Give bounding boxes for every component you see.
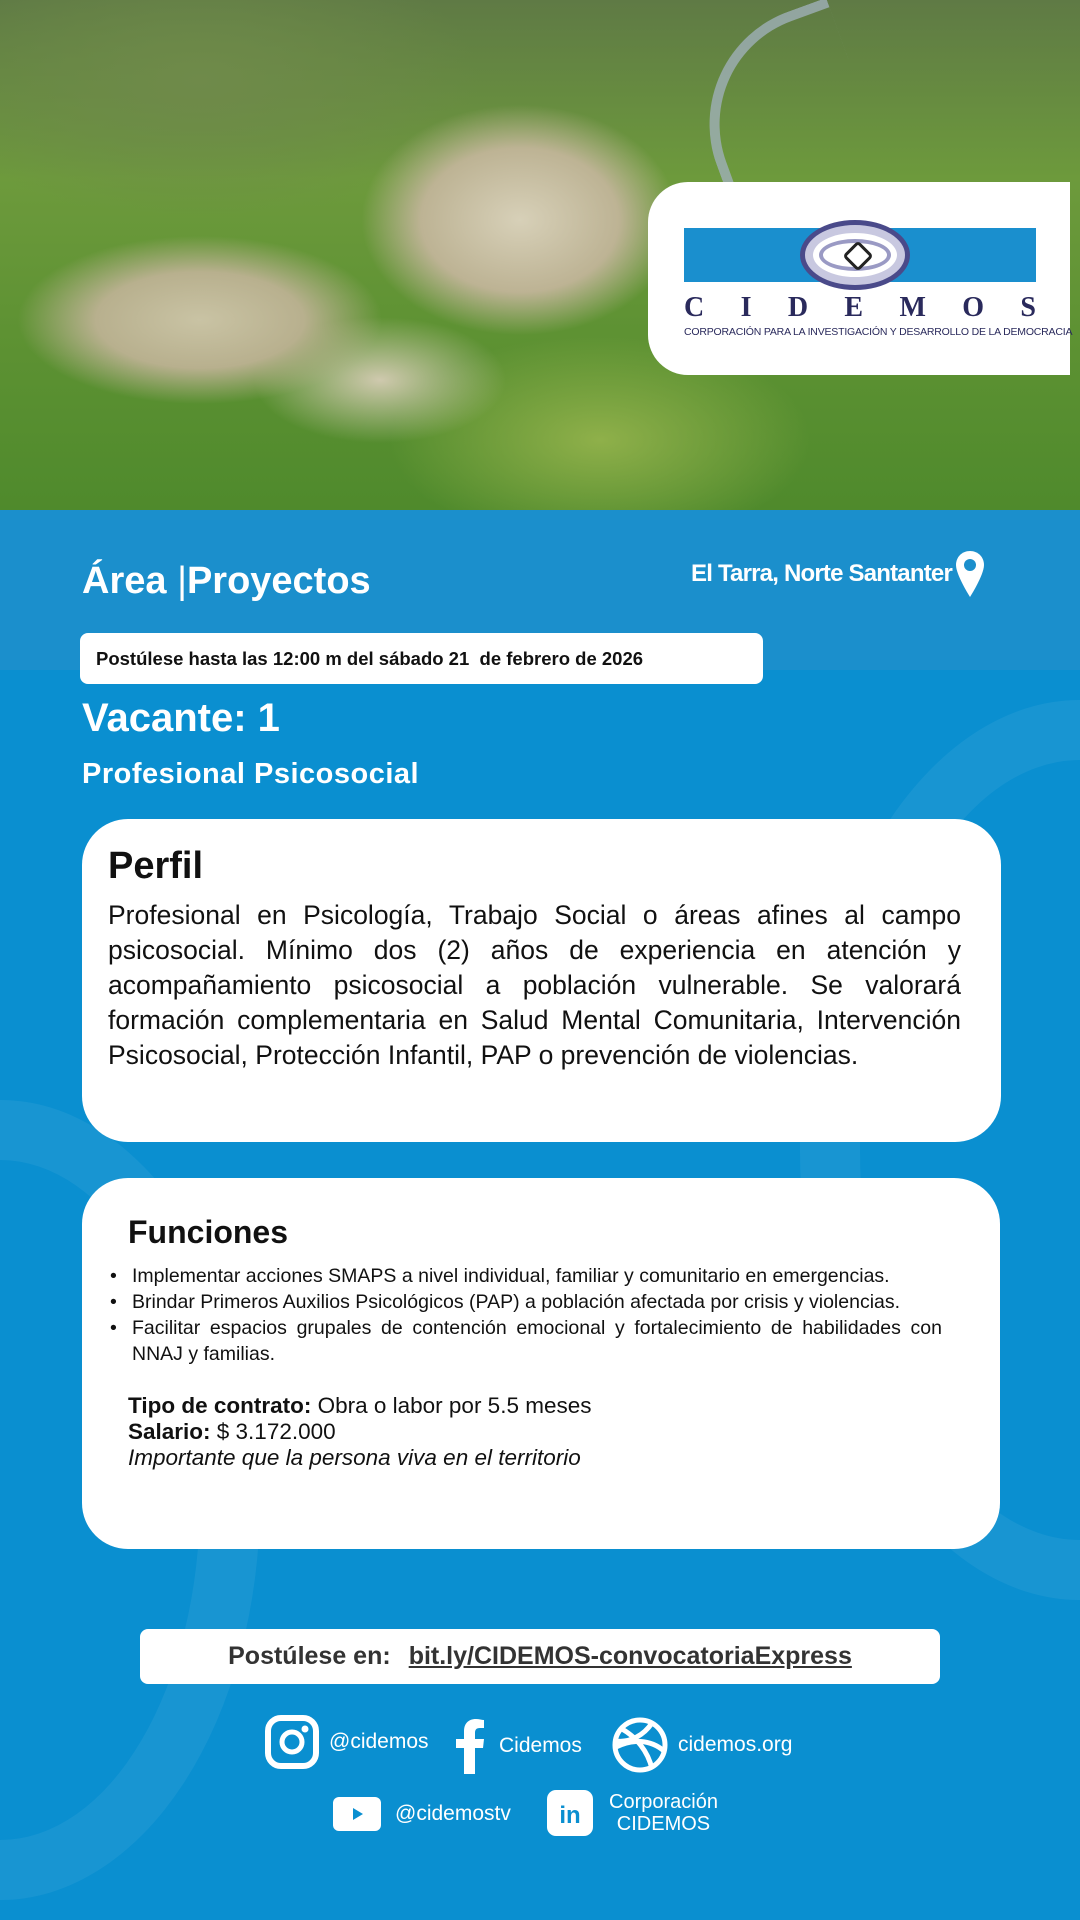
linkedin-name-line: CIDEMOS xyxy=(616,1813,711,1835)
apply-banner xyxy=(140,1629,940,1684)
apply-link[interactable]: bit.ly/CIDEMOS-convocatoriaExpress xyxy=(408,1642,852,1670)
salary-label: Salario: xyxy=(128,1419,211,1444)
funciones-title: Funciones xyxy=(128,1214,289,1250)
youtube-link[interactable] xyxy=(333,1797,511,1831)
logo-letter: O xyxy=(962,292,984,323)
funciones-card xyxy=(82,1178,1000,1549)
apply-label: Postúlese en: xyxy=(228,1642,391,1670)
logo-letter: E xyxy=(844,292,864,323)
salary xyxy=(128,1419,942,1445)
perfil-text: Profesional en Psicología, Trabajo Social o áreas afines al campo psicosocial. Mínimo dos (2) años de experiencia en atención y acompañamiento psicosocial a población vulnerable. Se valorará formación complementaria en Salud Mental Comunitaria, Intervención Psicosocial, Protección Infantil, PAP o prevención de violencias. xyxy=(108,900,961,1070)
list-item: • Implementar acciones SMAPS a nivel individual, familiar y comunitario en emergencias. xyxy=(108,1263,942,1289)
instagram-link[interactable] xyxy=(265,1715,429,1769)
globe-icon xyxy=(612,1717,668,1773)
instagram-handle: @cidemos xyxy=(329,1730,429,1753)
contract-label: Tipo de contrato: xyxy=(128,1393,312,1418)
location-pin-icon xyxy=(955,550,985,598)
linkedin-name-line: Corporación xyxy=(609,1791,718,1813)
linkedin-icon xyxy=(547,1790,593,1836)
logo-name xyxy=(684,292,1036,324)
logo-letter: S xyxy=(1020,292,1036,323)
youtube-icon xyxy=(333,1797,381,1831)
instagram-icon xyxy=(265,1715,319,1769)
linkedin-name xyxy=(609,1791,718,1835)
logo-subtitle: CORPORACIÓN PARA LA INVESTIGACIÓN Y DESARROLLO DE LA DEMOCRACIA xyxy=(684,326,1073,338)
location: El Tarra, Norte Santanter xyxy=(691,560,952,587)
facebook-icon xyxy=(455,1718,485,1774)
perfil-card xyxy=(82,819,1001,1142)
logo-letter: C xyxy=(684,292,705,323)
funciones-list xyxy=(108,1263,942,1367)
vacancy-count: Vacante: 1 xyxy=(82,696,280,740)
contract-type xyxy=(128,1393,942,1419)
perfil-title: Perfil xyxy=(108,845,204,887)
salary-value: $ 3.172.000 xyxy=(210,1419,336,1444)
facebook-link[interactable] xyxy=(455,1718,582,1774)
logo-letter: I xyxy=(740,292,752,323)
territory-note xyxy=(128,1445,942,1471)
svg-text:in: in xyxy=(559,1802,581,1829)
river xyxy=(676,0,884,212)
youtube-handle: @cidemostv xyxy=(395,1802,511,1825)
area-value: Proyectos xyxy=(186,560,371,602)
list-item: • Facilitar espacios grupales de contención emocional y fortalecimiento de habilidades con NNAJ y familias. xyxy=(108,1315,942,1367)
deadline-banner: Postúlese hasta las 12:00 m del sábado 21 de febrero de 2026 xyxy=(80,633,763,684)
note-text: Importante que la persona viva en el territorio xyxy=(128,1445,581,1470)
linkedin-link[interactable] xyxy=(547,1790,718,1836)
list-item: • Brindar Primeros Auxilios Psicológicos (PAP) a población afectada por crisis y violencias. xyxy=(108,1289,942,1315)
facebook-name: Cidemos xyxy=(499,1734,582,1757)
website-link[interactable] xyxy=(612,1717,792,1773)
cidemos-logo xyxy=(648,182,1073,375)
logo-letter: M xyxy=(899,292,926,323)
logo-letter: D xyxy=(787,292,809,323)
position-title: Profesional Psicosocial xyxy=(82,758,420,790)
area-heading xyxy=(82,560,371,603)
header-photo-aerial-town xyxy=(0,0,1080,510)
contract-value: Obra o labor por 5.5 meses xyxy=(311,1393,592,1418)
website-url: cidemos.org xyxy=(678,1733,793,1756)
area-label: Área xyxy=(82,560,167,602)
separator: | xyxy=(177,560,187,602)
logo-emblem-icon xyxy=(800,220,910,290)
